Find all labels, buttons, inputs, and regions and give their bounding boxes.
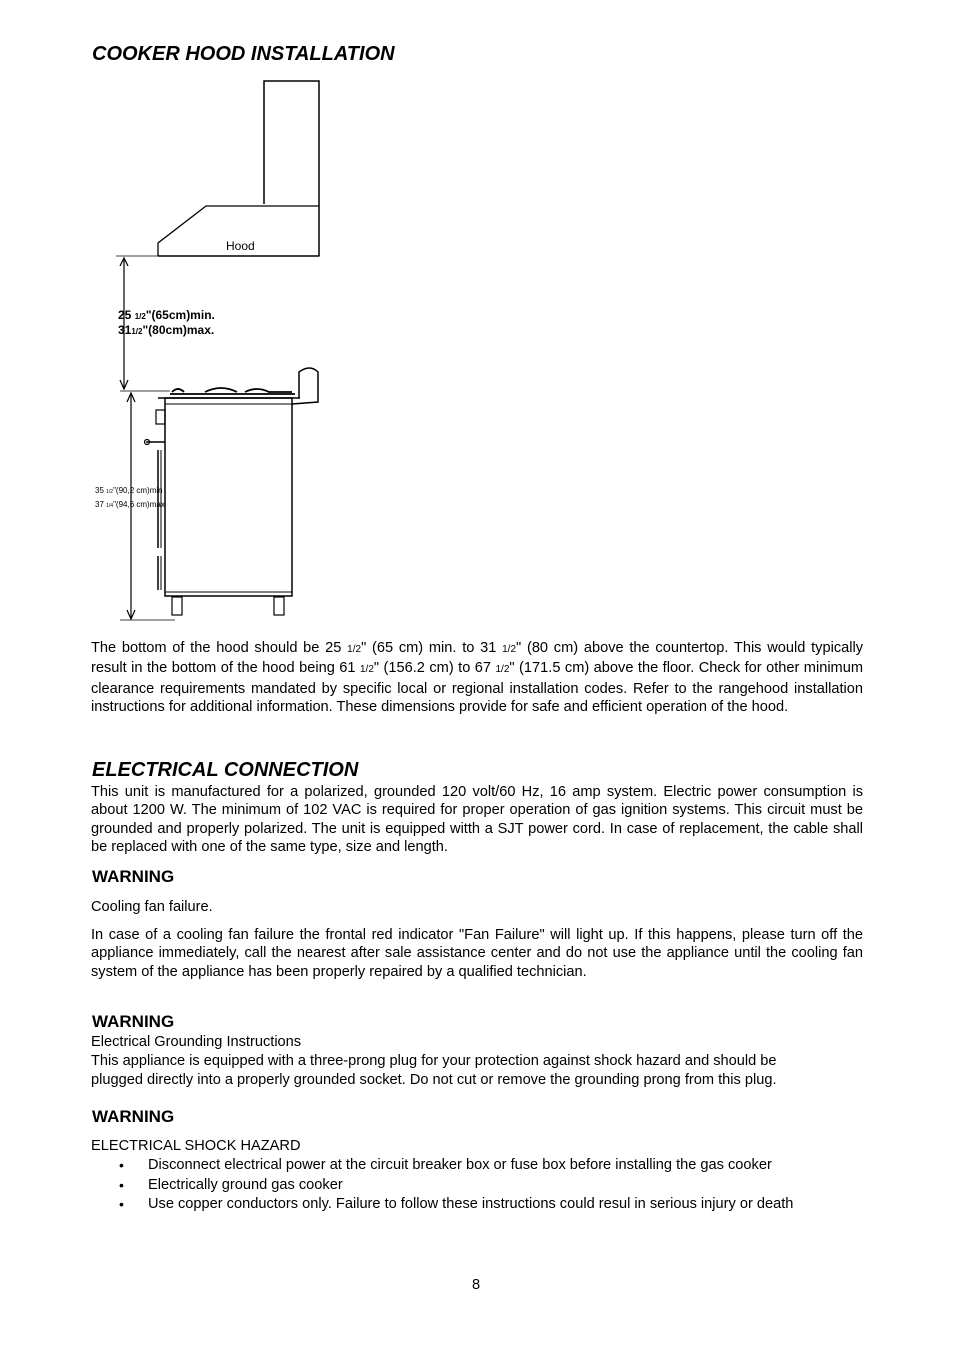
hood-chimney xyxy=(264,81,319,256)
bullet-icon: • xyxy=(119,1196,124,1212)
control-knob xyxy=(156,410,165,424)
warning-heading-fan: WARNING xyxy=(92,867,175,886)
page-number: 8 xyxy=(472,1277,481,1293)
section-title-electrical: ELECTRICAL CONNECTION xyxy=(92,759,359,781)
warning-grounding-line-2: plugged directly into a properly grounded socket. Do not cut or remove the grounding prong from this plug. xyxy=(91,1072,777,1088)
bullet-icon: • xyxy=(119,1157,124,1173)
warning-fan-paragraph: In case of a cooling fan failure the frontal red indicator "Fan Failure" will light up. If this happens, please turn off the appliance immediately, call the nearest after sale assistance center and do not use the appliance until the cooling fan system of the appliance has been properly repaired by a qualified technician. xyxy=(91,927,863,980)
section-title-cooker-hood: COOKER HOOD INSTALLATION xyxy=(92,43,395,65)
clearance-min-label: 25 1/2"(65cm)min. xyxy=(118,308,215,322)
list-item: • Electrically ground gas cooker xyxy=(91,1176,793,1196)
shock-hazard-list xyxy=(91,1156,793,1215)
hood-label: Hood xyxy=(226,239,255,253)
clearance-max-label: 311/2"(80cm)max. xyxy=(118,323,215,337)
list-item: • Disconnect electrical power at the circuit breaker box or fuse box before installing the gas cooker xyxy=(91,1156,793,1176)
warning-heading-grounding: WARNING xyxy=(92,1012,175,1031)
cooker-foot-back xyxy=(274,597,284,615)
warning-shock-subtitle: ELECTRICAL SHOCK HAZARD xyxy=(91,1138,301,1154)
height-max-label: 37 1/4"(94,6 cm)max xyxy=(95,500,165,509)
list-item: • Use copper conductors only. Failure to follow these instructions could resul in serious injury or death xyxy=(91,1195,793,1215)
cooker-foot-front xyxy=(172,597,182,615)
height-min-label: 35 1/2"(90,2 cm)min xyxy=(95,486,163,495)
warning-fan-subtitle: Cooling fan failure. xyxy=(91,899,213,915)
electrical-paragraph: This unit is manufactured for a polarized, grounded 120 volt/60 Hz, 16 amp system. Electric power consumption is about 1200 W. The minimum of 102 VAC is required for proper operation of gas ignition systems. This circuit must be grounded and properly polarized. The unit is equipped witth a SJT power cord. In case of replacement, the cable shall be replaced with one of the same type, size and length. xyxy=(91,784,863,856)
hood-clearance-paragraph: The bottom of the hood should be 25 1/2" (65 cm) min. to 31 1/2" (80 cm) above the countertop. This would typically result in the bottom of the hood being 61 1/2" (156.2 cm) to 67 1/2" (171.5 cm) above the floor. Check for other minimum clearance requirements mandated by specific local or regional installation codes. Refer to the rangehood installation instructions for additional information. These dimensions provide for safe and efficient operation of the hood. xyxy=(91,640,864,716)
bullet-icon: • xyxy=(119,1176,124,1193)
burner-grates xyxy=(172,388,292,392)
cooker-body xyxy=(165,398,292,596)
warning-heading-shock: WARNING xyxy=(92,1107,175,1126)
hood-installation-diagram xyxy=(88,76,338,628)
warning-grounding-subtitle: Electrical Grounding Instructions xyxy=(91,1034,302,1050)
warning-grounding-line-1: This appliance is equipped with a three-prong plug for your protection against shock hazard and should be xyxy=(91,1053,777,1069)
